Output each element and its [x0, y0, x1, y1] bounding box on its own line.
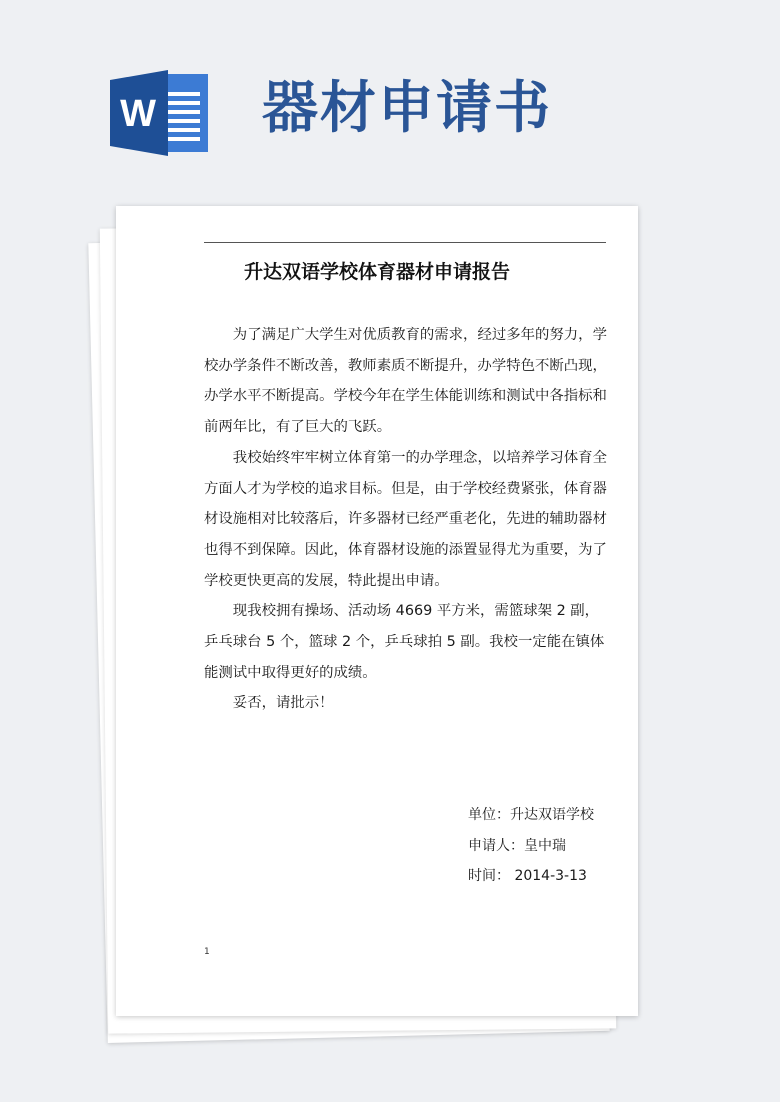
- paragraph-request: 现我校拥有操场、活动场 4669 平方米，需篮球架 2 副，乒乓球台 5 个，篮球 2 个，乒乓球拍 5 副。我校一定能在镇体能测试中取得更好的成绩。: [204, 603, 605, 681]
- paragraph-intro: 为了满足广大学生对优质教育的需求，经过多年的努力，学校办学条件不断改善，教师素质不断提升，办学特色不断凸现，办学水平不断提高。学校今年在学生体能训练和测试中各指标和前两年比，有了巨大的飞跃。: [204, 327, 607, 436]
- signature-unit: 单位：升达双语学校: [468, 807, 594, 823]
- paragraph-philosophy: 我校始终牢牢树立体育第一的办学理念，以培养学习体育全方面人才为学校的追求目标。但是，由于学校经费紧张，体育器材设施相对比较落后，许多器材已经严重老化，先进的辅助器材也得不到保障。因此，体育器材设施的添置显得尤为重要，为了学校更快更高的发展，特此提出申请。: [204, 449, 607, 589]
- header-rule: [204, 242, 606, 243]
- document-page: [116, 206, 638, 1016]
- document-title: 升达双语学校体育器材申请报告: [243, 261, 510, 283]
- page-number: 1: [204, 947, 210, 957]
- paragraph-closing: 妥否，请批示！: [232, 695, 334, 712]
- signature-date: 时间： 2014-3-13: [468, 868, 587, 884]
- word-logo-icon: [110, 70, 210, 156]
- word-logo-letter: W: [120, 93, 156, 135]
- banner-title: 器材申请书: [262, 76, 552, 141]
- document-body: [204, 320, 608, 719]
- signature-applicant: 申请人：皇中瑞: [468, 838, 566, 854]
